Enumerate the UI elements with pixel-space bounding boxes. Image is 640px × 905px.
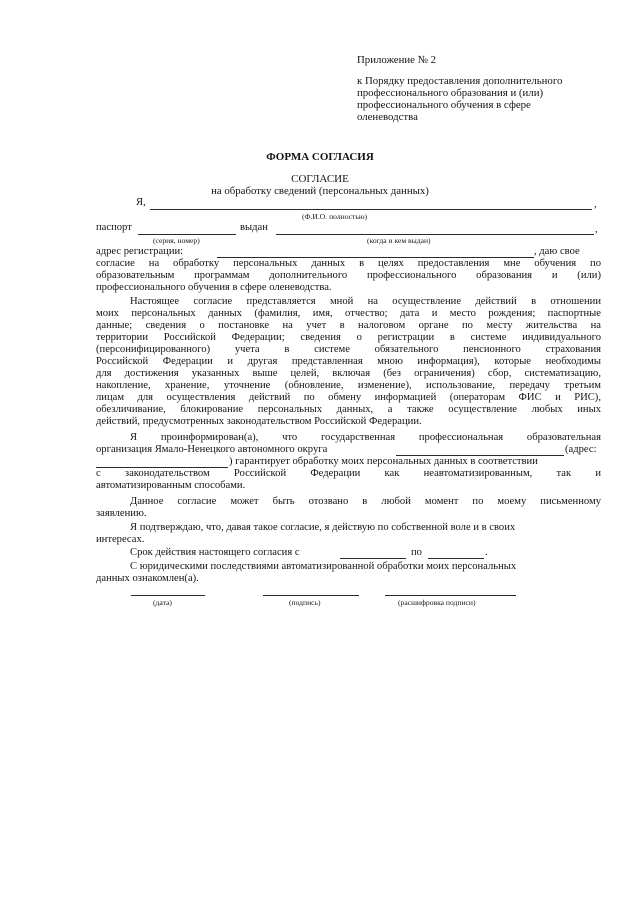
paragraph2-line-10: обезличивание, блокирование персональных данных, а также осуществление любых иных bbox=[96, 404, 601, 415]
paragraph4-line-1: Данное согласие может быть отозвано в любой момент по моему письменному bbox=[130, 496, 601, 507]
validity-end: . bbox=[485, 547, 488, 558]
validity-middle: по bbox=[411, 547, 422, 558]
signature-caption: (подпись) bbox=[289, 598, 321, 607]
issued-label: выдан bbox=[240, 222, 268, 233]
paragraph4-line-2: заявлению. bbox=[96, 508, 147, 519]
annex-line-1: к Порядку предоставления дополнительного bbox=[357, 75, 563, 87]
series-caption: (серия, номер) bbox=[153, 236, 200, 245]
paragraph1-line-1: согласие на обработку персональных данных в целях предоставления мне обучения по bbox=[96, 258, 601, 269]
address-label: адрес регистрации: bbox=[96, 246, 184, 257]
issued-caption: (когда и кем выдан) bbox=[367, 236, 431, 245]
validity-start: Срок действия настоящего согласия с bbox=[130, 547, 300, 558]
paragraph2-line-4: территории Российской Федерации; сведения о регистрации в системе индивидуального bbox=[96, 332, 601, 343]
paragraph3-line-4: с законодательством Российской Федерации как неавтоматизированным, так и bbox=[96, 468, 601, 479]
fio-field[interactable] bbox=[150, 209, 592, 210]
transcript-field[interactable] bbox=[385, 595, 516, 596]
passport-label: паспорт bbox=[96, 222, 132, 233]
date-field[interactable] bbox=[131, 595, 205, 596]
paragraph2-line-2: моих персональных данных (фамилия, имя, отчество; дата и место рождения; паспортные bbox=[96, 308, 601, 319]
paragraph2-line-6: Российской Федерации и другая представленная мною информация), которые необходимы bbox=[96, 356, 601, 367]
consent-subtitle: на обработку сведений (персональных данных) bbox=[211, 185, 429, 197]
paragraph2-line-8: накопление, хранение, уточнение (обновление, изменение), использование, передачу третьим bbox=[96, 380, 601, 391]
transcript-caption: (расшифровка подписи) bbox=[398, 598, 476, 607]
i-end-comma: , bbox=[594, 199, 597, 210]
address-end: , даю свое bbox=[534, 246, 580, 257]
date-caption: (дата) bbox=[153, 598, 172, 607]
form-title: ФОРМА СОГЛАСИЯ bbox=[266, 151, 374, 163]
issued-by-field[interactable] bbox=[276, 234, 594, 235]
validity-to-field[interactable] bbox=[428, 558, 484, 559]
paragraph1-line-2: образовательным программам дополнительного профессионального образования и (или) bbox=[96, 270, 601, 281]
signature-field[interactable] bbox=[263, 595, 359, 596]
validity-from-field[interactable] bbox=[340, 558, 406, 559]
paragraph1-line-3: профессионального обучения в сфере оленеводства. bbox=[96, 282, 332, 293]
fio-caption: (Ф.И.О. полностью) bbox=[302, 212, 368, 221]
paragraph2-line-1: Настоящее согласие представляется мной на осуществление действий в отношении bbox=[130, 296, 601, 307]
paragraph3-line-5: автоматизированным способами. bbox=[96, 480, 246, 491]
paragraph6-line-2: данных ознакомлен(а). bbox=[96, 573, 199, 584]
passport-end-comma: , bbox=[595, 224, 598, 235]
i-label: Я, bbox=[136, 197, 146, 208]
paragraph3-line-2-start: организация Ямало-Ненецкого автономного округа bbox=[96, 444, 328, 455]
paragraph3-line-1: Я проинформирован(а), что государственная профессиональная образовательная bbox=[130, 432, 601, 443]
paragraph5-line-2: интересах. bbox=[96, 534, 145, 545]
passport-number-field[interactable] bbox=[138, 234, 236, 235]
paragraph2-line-5: (персонифицированного) учета в системе обязательного пенсионного страхования bbox=[96, 344, 601, 355]
paragraph2-line-3: данные; сведения о постановке на учет в налоговом органе по месту жительства на bbox=[96, 320, 601, 331]
annex-line-4: оленеводства bbox=[357, 111, 418, 123]
consent-title: СОГЛАСИЕ bbox=[291, 173, 349, 185]
annex-line-2: профессионального образования и (или) bbox=[357, 87, 544, 99]
paragraph3-line-2-end: (адрес: bbox=[565, 444, 597, 455]
paragraph5-line-1: Я подтверждаю, что, давая такое согласие, я действую по собственной воле и в своих bbox=[130, 522, 516, 533]
paragraph2-line-9: лицам для осуществления действий по обмену информацией (операторам ФИС и РИС), bbox=[96, 392, 601, 403]
annex-line-3: профессионального обучения в сфере bbox=[357, 99, 531, 111]
annex-title: Приложение № 2 bbox=[357, 54, 437, 66]
paragraph6-line-1: С юридическими последствиями автоматизированной обработки моих персональных bbox=[130, 561, 517, 572]
paragraph2-line-11: действий, предусмотренных законодательством Российской Федерации. bbox=[96, 416, 422, 427]
paragraph2-line-7: для достижения указанных выше целей, включая (без ограничения) сбор, систематизацию, bbox=[96, 368, 601, 379]
paragraph3-line-3-end: ) гарантирует обработку моих персональных данных в соответствии bbox=[229, 456, 538, 467]
